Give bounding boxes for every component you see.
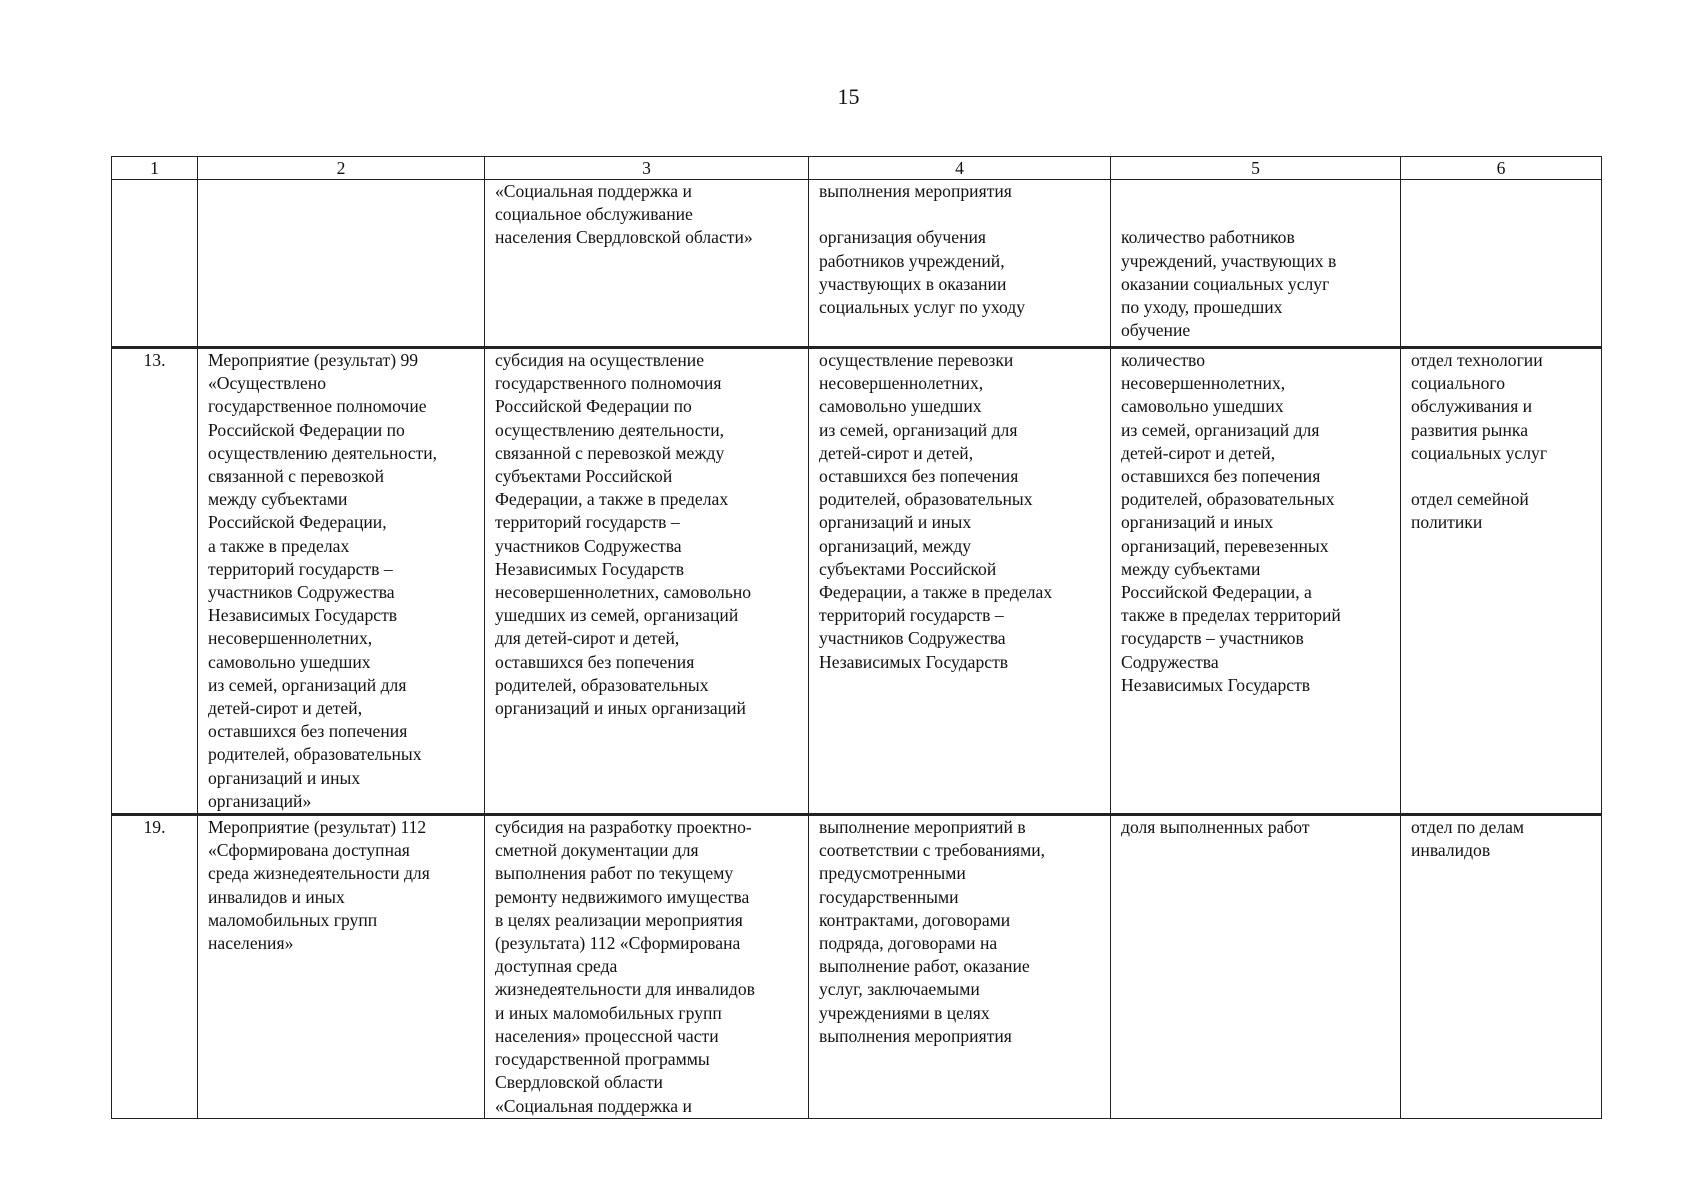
table-row [112,180,1602,348]
indicators-cell [1111,348,1401,815]
header-cell: 5 [1111,157,1401,180]
indicators-text: количество работников учреждений, участвующих в оказании социальных услуг по уходу, прошедших обучение [1121,227,1337,341]
department-text: отдел по делам инвалидов [1411,817,1525,861]
subsidy-text: «Социальная поддержка и социальное обслуживание населения Свердловской области» [495,181,753,248]
event-text: Мероприятие (результат) 99 «Осуществлено государственное полномочие Российской Федерации по осуществлению деятельности, связанной с перевозкой между субъектами Российской Федерации, а также в пределах территорий государств – участников Содружества Независимых Государств несовершеннолетних, самовольно ушедших из семей, организаций для детей-сирот и детей, оставшихся без попечения родителей, образовательных организаций и иных организаций» [208,350,438,811]
header-cell: 3 [485,157,809,180]
department-cell [1401,180,1602,348]
actions-cell [809,180,1111,348]
table-row [112,348,1602,815]
subsidy-cell [485,348,809,815]
subsidy-cell [485,180,809,348]
indicators-cell [1111,180,1401,348]
indicators-text: количество несовершеннолетних, самовольно ушедших из семей, организаций для детей-сирот и детей, оставшихся без попечения родителей, образовательных организаций и иных организаций, перевезенных между субъектами Российской Федерации, а также в пределах территорий государств – участников Содружества Независимых Государств [1121,350,1341,695]
data-table [111,156,1602,1119]
department-text: отдел технологии социального обслуживания и развития рынка социальных услуг отдел семейной политики [1411,350,1548,533]
department-cell [1401,348,1602,815]
page-number: 15 [837,84,860,109]
indicators-text: доля выполненных работ [1121,817,1310,838]
row-number-cell [112,815,198,1119]
row-number-cell [112,180,198,348]
row-number: 13. [143,350,166,370]
subsidy-cell [485,815,809,1119]
row-number-cell [112,348,198,815]
event-cell [198,348,485,815]
row-number: 19. [143,817,166,838]
header-cell: 2 [198,157,485,180]
department-cell [1401,815,1602,1119]
header-cell: 1 [112,157,198,180]
table-header-row [112,157,1602,180]
subsidy-text: субсидия на осуществление государственного полномочия Российской Федерации по осуществлению деятельности, связанной с перевозкой между субъектами Российской Федерации, а также в пределах территорий государств – участников Содружества Независимых Государств несовершеннолетних, самовольно ушедших из семей, организаций для детей-сирот и детей, оставшихся без попечения родителей, образовательных организаций и иных организаций [495,350,752,719]
header-cell: 4 [809,157,1111,180]
event-text: Мероприятие (результат) 112 «Сформирована доступная среда жизнедеятельности для инвалидов и иных маломобильных групп населения» [208,817,430,954]
actions-cell [809,815,1111,1119]
actions-cell [809,348,1111,815]
table-row [112,815,1602,1119]
actions-text: осуществление перевозки несовершеннолетних, самовольно ушедших из семей, организаций для детей-сирот и детей, оставшихся без попечения родителей, образовательных организаций и иных организаций, между субъектами Российской Федерации, а также в пределах территорий государств – участников Содружества Независимых Государств [819,350,1053,672]
subsidy-text: субсидия на разработку проектно- сметной документации для выполнения работ по текущему ремонту недвижимого имущества в целях реализации мероприятия (результата) 112 «Сформирована доступная среда жизнедеятельности для инвалидов и иных маломобильных групп населения» процессной части государственной программы Свердловской области «Социальная поддержка и [495,817,755,1116]
event-cell [198,815,485,1119]
indicators-cell [1111,815,1401,1119]
actions-text: выполнение мероприятий в соответствии с требованиями, предусмотренными государственными контрактами, договорами подряда, договорами на выполнение работ, оказание услуг, заключаемыми учреждениями в целях выполнения мероприятия [819,817,1046,1046]
actions-text: выполнения мероприятия организация обучения работников учреждений, участвующих в оказании социальных услуг по уходу [819,181,1026,318]
header-cell: 6 [1401,157,1602,180]
event-cell [198,180,485,348]
